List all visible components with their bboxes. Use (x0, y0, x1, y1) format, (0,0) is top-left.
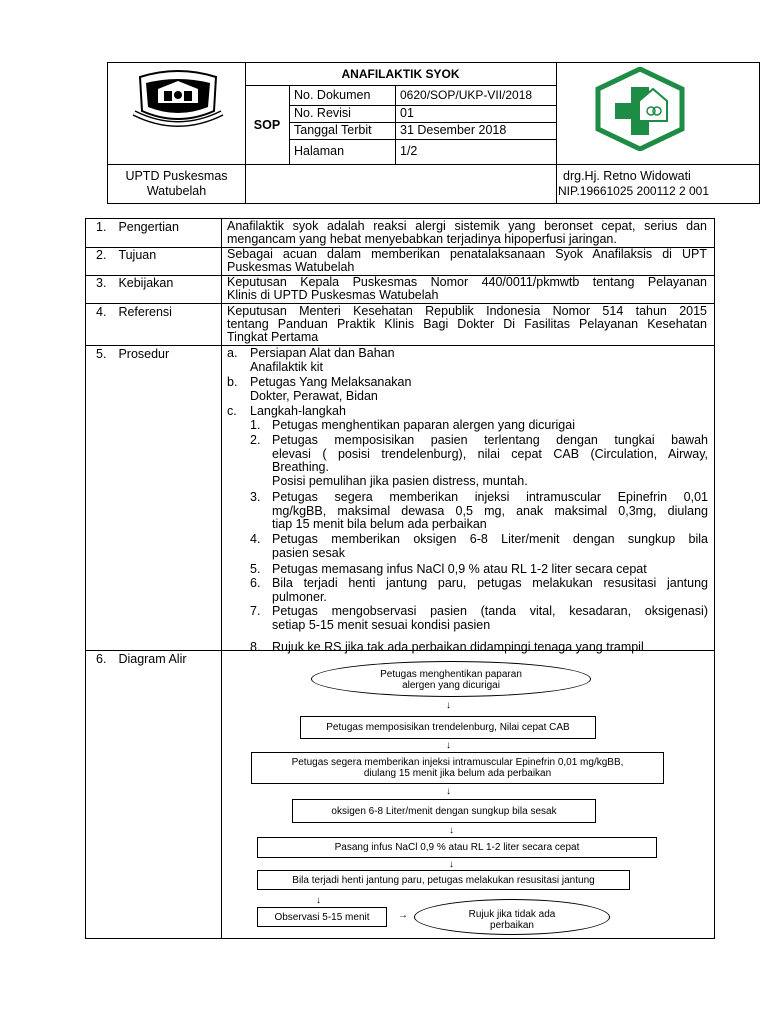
document-title: ANAFILAKTIK SYOK (341, 67, 460, 81)
step-line: Petugas memposisikan pasien terlentang dengan tungkai bawah (272, 433, 708, 447)
step-number: 1. (250, 418, 261, 432)
puskesmas-logo (595, 67, 685, 151)
step-line: elevasi ( posisi trendelenburg), nilai cepat CAB (Circulation, Airway, (272, 446, 708, 461)
step-text (272, 605, 708, 632)
step-number: 6. (250, 576, 261, 590)
section-text: Keputusan Menteri Kesehatan Republik Indonesia Nomor 514 tahun 2015 tentang Panduan Praktik Klinis Bagi Dokter Di Fasilitas Pelayanan Kesehatan Tingkat Pertama (227, 304, 707, 344)
org-name: UPTD Puskesmas (125, 169, 228, 183)
section-text: Keputusan Kepala Puskesmas Nomor 440/0011/pkmwtb tentang Pelayanan Klinis di UPTD Puskesmas Watubelah (227, 275, 707, 302)
flow-step-box: Petugas memposisikan trendelenburg, Nilai cepat CAB (300, 716, 596, 739)
section-text: Anafilaktik syok adalah reaksi alergi sistemik yang beronset cepat, serius dan mengancam yang hebat menyebabkan terjadinya hipoperfusi jaringan. (227, 219, 707, 246)
section-text: Sebagai acuan dalam memberikan penatalaksanaan Syok Anafilaksis di UPT Puskesmas Watubelah (227, 247, 707, 274)
flow-step-box: Observasi 5-15 menit (257, 907, 387, 927)
step-line: tiap 15 menit bila belum ada perbaikan (272, 517, 487, 531)
flow-start-ellipse: Petugas menghentikan paparan alergen yang dicurigai (311, 661, 591, 697)
section-label: 4. Referensi (96, 305, 172, 319)
step-text (272, 419, 708, 433)
step-line: Petugas memberikan oksigen 6-8 Liter/menit dengan sungkup bila (272, 532, 708, 546)
flow-step-box: Pasang infus NaCl 0,9 % atau RL 1-2 liter secara cepat (257, 837, 657, 858)
section-label: 3. Kebijakan (96, 276, 174, 290)
sop-body-table (85, 218, 715, 939)
step-line: Breathing. (272, 460, 329, 474)
sub-body: Anafilaktik kit (250, 360, 323, 374)
sub-title: Petugas Yang Melaksanakan (250, 375, 412, 389)
sub-title: Langkah-langkah (250, 404, 346, 418)
step-number: 3. (250, 490, 261, 504)
flow-step-box: Petugas segera memberikan injeksi intramuscular Epinefrin 0,01 mg/kgBB, diulang 15 menit jika belum ada perbaikan (251, 752, 664, 784)
step-line: pulmoner. (272, 589, 327, 604)
step-text (272, 491, 708, 532)
step-text (272, 563, 708, 577)
field-label: No. Dokumen (294, 88, 371, 102)
step-number: 2. (250, 433, 261, 447)
sub-label: b. (227, 375, 238, 389)
step-line: Posisi pemulihan jika pasien distress, muntah. (272, 473, 528, 488)
sub-body: Dokter, Perawat, Bidan (250, 389, 378, 403)
flow-arrow: ↓ (316, 895, 321, 906)
sop-header (107, 62, 760, 204)
sub-label: a. (227, 346, 238, 360)
step-text (272, 434, 708, 488)
step-line: Petugas menghentikan paparan alergen yang dicurigai (272, 418, 575, 432)
step-line: Petugas segera memberikan injeksi intramuscular Epinefrin 0,01 (272, 490, 708, 504)
step-number: 7. (250, 604, 261, 618)
step-line: mg/kgBB, maksimal dewasa 0,5 mg, anak maksimal 0,3mg, diulang (272, 503, 708, 518)
field-label: No. Revisi (294, 106, 351, 120)
step-line: Petugas memasang infus NaCl 0,9 % atau RL 1-2 liter secara cepat (272, 562, 647, 576)
section-label: 1. Pengertian (96, 220, 179, 234)
step-number: 5. (250, 562, 261, 576)
step-text (272, 641, 708, 655)
flow-step-box: Bila terjadi henti jantung paru, petugas melakukan resusitasi jantung (257, 870, 630, 890)
step-line: Rujuk ke RS jika tak ada perbaikan didampingi tenaga yang trampil (272, 640, 644, 654)
sop-label: SOP (253, 118, 281, 132)
step-line: setiap 5-15 menit sesuai kondisi pasien (272, 617, 491, 632)
signer-nip: NIP.19661025 200112 2 001 (558, 184, 710, 198)
flow-arrow: ↓ (446, 700, 451, 711)
step-line: pasien sesak (272, 545, 345, 560)
step-line: Bila terjadi henti jantung paru, petugas melakukan resusitasi jantung (272, 576, 708, 590)
section-label: 2. Tujuan (96, 248, 157, 262)
field-value: 31 Desember 2018 (400, 123, 507, 137)
flow-arrow: → (398, 910, 408, 921)
signer-name: drg.Hj. Retno Widowati (563, 169, 691, 183)
field-label: Tanggal Terbit (294, 123, 372, 137)
section-label: 5. Prosedur (96, 347, 170, 361)
flow-arrow: ↓ (449, 825, 454, 836)
field-value: 01 (400, 106, 414, 120)
step-number: 4. (250, 532, 261, 546)
step-number: 8. (250, 640, 261, 654)
field-value: 0620/SOP/UKP-VII/2018 (400, 88, 533, 102)
flow-arrow: ↓ (446, 786, 451, 797)
flow-end-ellipse: Rujuk jika tidak ada perbaikan (414, 899, 610, 935)
step-text (272, 533, 708, 560)
field-label: Halaman (294, 144, 345, 158)
org-location: Watubelah (146, 184, 207, 198)
flow-step-box: oksigen 6-8 Liter/menit dengan sungkup bila sesak (292, 799, 596, 823)
regency-logo (128, 69, 228, 139)
sub-label: c. (227, 404, 237, 418)
step-text (272, 577, 708, 604)
field-value: 1/2 (400, 144, 418, 158)
flow-arrow: ↓ (449, 859, 454, 870)
sub-title: Persiapan Alat dan Bahan (250, 346, 395, 360)
step-line: Petugas mengobservasi pasien (tanda vital, kesadaran, oksigenasi) (272, 604, 708, 618)
flow-arrow: ↓ (446, 740, 451, 751)
section-label: 6. Diagram Alir (96, 652, 187, 666)
